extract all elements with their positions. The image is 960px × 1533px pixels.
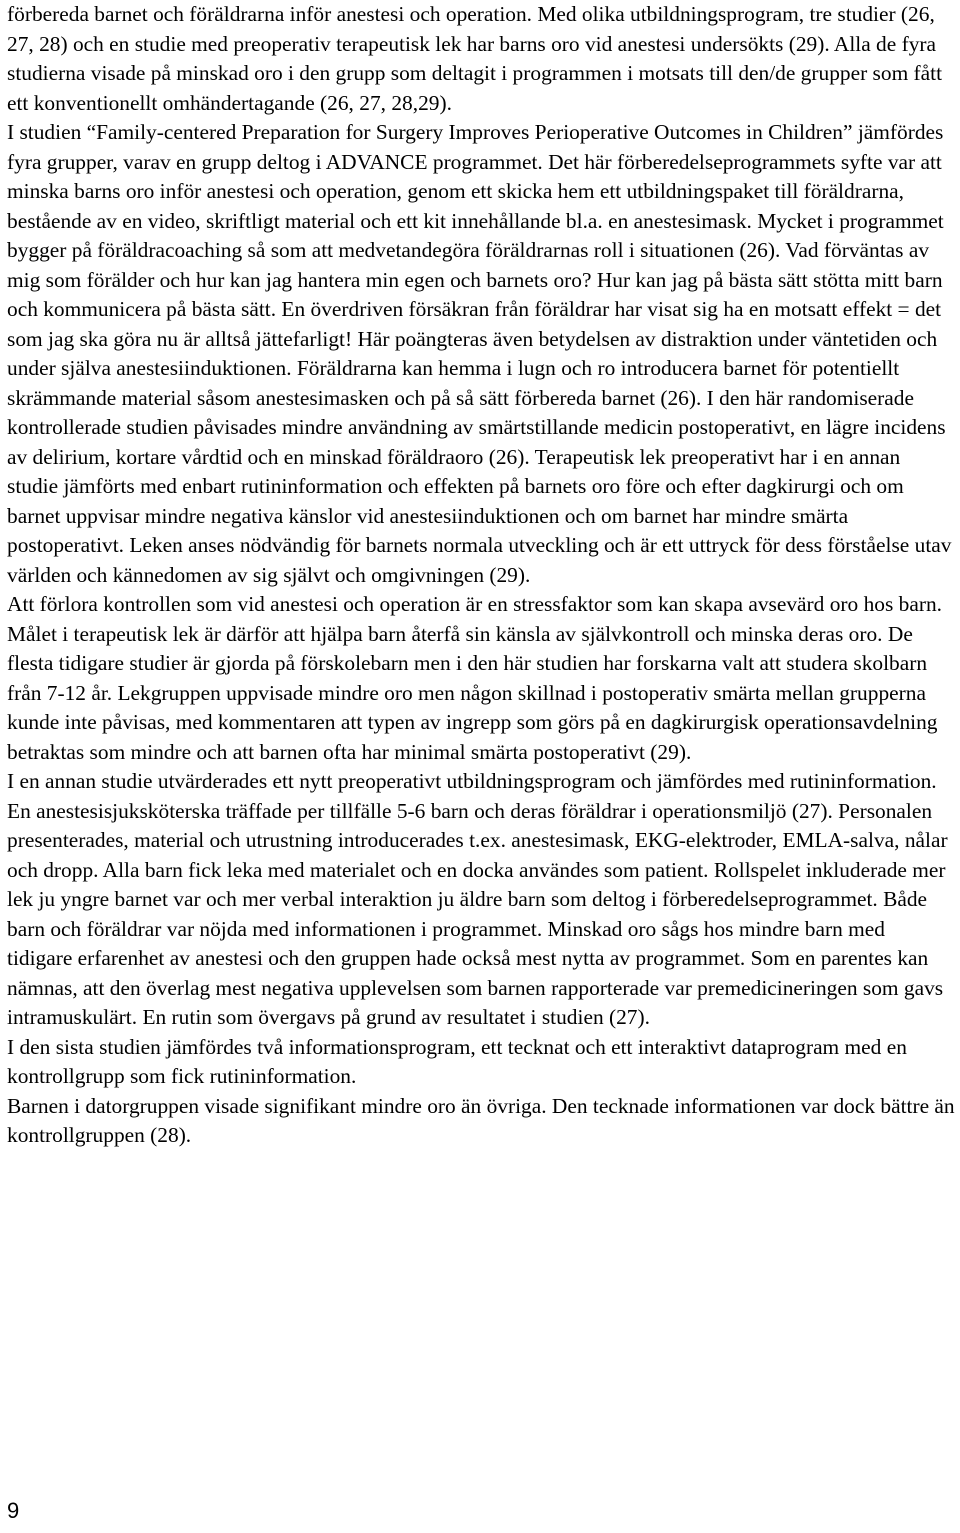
document-page (7, 0, 955, 1151)
paragraph-loss-of-control: Att förlora kontrollen som vid anestesi och operation är en stressfaktor som kan skapa avsevärd oro hos barn. Målet i terapeutisk lek är därför att hjälpa barn återfå sin känsla av självkontroll och minska deras oro. De flesta tidigare studier är gjorda på förskolebarn men i den här studien har forskarna valt att studera skolbarn från 7-12 år. Lekgruppen uppvisade mindre oro men någon skillnad i postoperativ smärta mellan grupperna kunde inte påvisas, med kommentaren att typen av ingrepp som görs på en dagkirurgisk operationsavdelning betraktas som mindre och att barnen ofta har minimal smärta postoperativt (29). (7, 592, 942, 764)
page-number: 9 (7, 1498, 20, 1523)
paragraph-continued-intro: förbereda barnet och föräldrarna inför anestesi och operation. Med olika utbildningsprogram, tre studier (26, 27, 28) och en studie med preoperativ terapeutisk lek har barns oro vid anestesi undersökts (29). Alla de fyra studierna visade på minskad oro i den grupp som deltagit i programmen i motsats till den/de grupper som fått ett konventionellt omhändertagande (26, 27, 28,29). (7, 2, 943, 115)
paragraph-family-centered-study: I studien “Family-centered Preparation for Surgery Improves Perioperative Outcomes in Children” jämfördes fyra grupper, varav en grupp deltog i ADVANCE programmet. Det här förberedelseprogrammets syfte var att minska barns oro inför anestesi och operation, genom ett skicka hem ett utbildningspaket till föräldrarna, bestående av en video, skriftligt material och ett kit innehållande bl.a. en anestesimask. Mycket i programmet bygger på föräldracoaching så som att medvetandegöra föräldrarnas roll i situationen (26). Vad förväntas av mig som förälder och hur kan jag hantera min egen och barnets oro? Hur kan jag på bästa sätt stötta mitt barn och kommunicera på bästa sätt. En överdriven försäkran från föräldrar har visat sig ha en motsatt effekt = det som jag ska göra nu är alltså jättefarligt! Här poängteras även betydelsen av distraktion under väntetiden och under själva anestesiinduktionen. Föräldrarna kan hemma i lugn och ro introducera barnet för potentiellt skrämmande material såsom anestesimasken och på så sätt förbereda barnet (26). I den här randomiserade kontrollerade studien påvisades mindre användning av smärtstillande medicin postoperativt, en lägre incidens av delirium, kortare vårdtid och en minskad föräldraoro (26). Terapeutisk lek preoperativt har i en annan studie jämförts med enbart rutininformation och effekten på barnets oro före och efter dagkirurgi och om barnet uppvisar mindre negativa känslor vid anestesiinduktionen och om barnet har mindre smärta postoperativt. Leken anses nödvändig för barnets normala utveckling och är ett uttryck för dess förståelse utav världen och kännedomen av sig självt och omgivningen (29). (7, 120, 952, 587)
paragraph-education-program-study: I en annan studie utvärderades ett nytt preoperativt utbildningsprogram och jämfördes med rutininformation. En anestesisjuksköterska träffade per tillfälle 5-6 barn och deras föräldrar i operationsmiljö (27). Personalen presenterades, material och utrustning introducerades t.ex. anestesimask, EKG-elektroder, EMLA-salva, nålar och dropp. Alla barn fick leka med materialet och en docka användes som patient. Rollspelet inkluderade mer lek ju yngre barnet var och mer verbal interaktion ju äldre barn som deltog i förberedelseprogrammet. Både barn och föräldrar var nöjda med informationen i programmet. Minskad oro sågs hos mindre barn med tidigare erfarenhet av anestesi och den gruppen hade också mest nytta av programmet. Som en parentes kan nämnas, att den överlag mest negativa upplevelsen som barnen rapporterade var premedicineringen som gavs intramuskulärt. En rutin som övergavs på grund av resultatet i studien (27). (7, 769, 948, 1029)
paragraph-last-study: I den sista studien jämfördes två informationsprogram, ett tecknat och ett interaktivt dataprogram med en kontrollgrupp som fick rutininformation. (7, 1034, 907, 1088)
paragraph-computer-group-result: Barnen i datorgruppen visade signifikant mindre oro än övriga. Den tecknade informationen var dock bättre än kontrollgruppen (28). (7, 1093, 955, 1147)
